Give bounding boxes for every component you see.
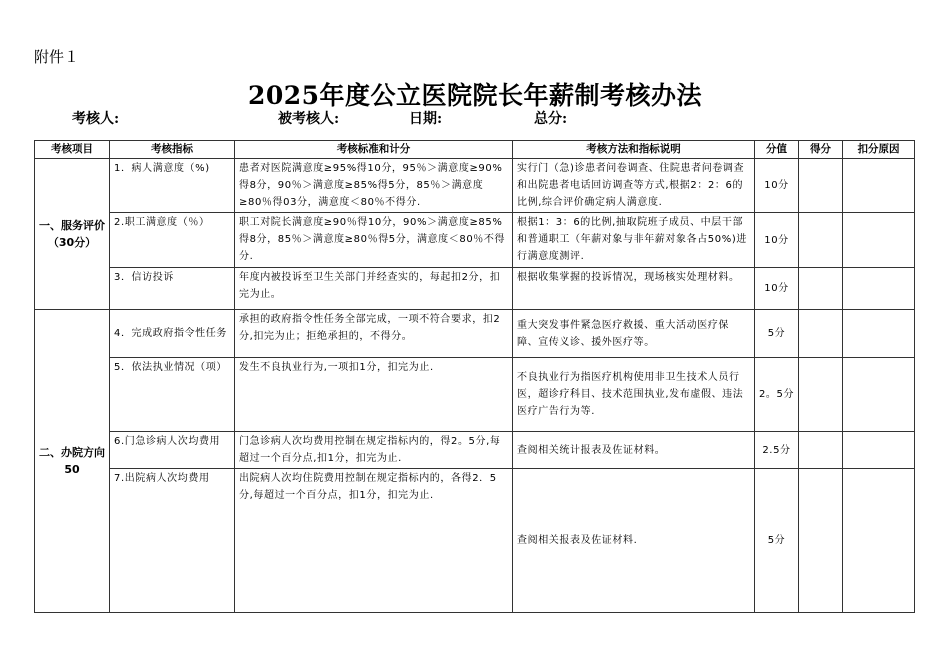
- deduction-reason-cell[interactable]: [843, 432, 915, 469]
- indicator-cell: 6.门急诊病人次均费用: [110, 432, 235, 469]
- column-header: 考核指标: [110, 141, 235, 159]
- assessor-label: 考核人:: [72, 111, 120, 127]
- assessment-table: [34, 140, 915, 613]
- earned-score-cell[interactable]: [799, 159, 843, 213]
- standard-cell: 出院病人次均住院费用控制在规定指标内的，各得2．5分,每超过一个百分点，扣1分，扣完为止.: [235, 469, 513, 613]
- method-cell: 查阅相关报表及佐证材料.: [513, 469, 755, 613]
- deduction-reason-cell[interactable]: [843, 268, 915, 310]
- assessee-label: 被考核人:: [278, 111, 340, 127]
- column-header: 扣分原因: [843, 141, 915, 159]
- table-row: [35, 310, 915, 358]
- method-cell: 不良执业行为指医疗机构使用非卫生技术人员行医，超诊疗科目、技术范围执业,发布虚假、违法医疗广告行为等.: [513, 358, 755, 432]
- earned-score-cell[interactable]: [799, 432, 843, 469]
- score-cell: 5分: [755, 469, 799, 613]
- column-header: 考核标准和计分: [235, 141, 513, 159]
- group-cell: 一、服务评价（30分）: [35, 159, 110, 310]
- earned-score-cell[interactable]: [799, 213, 843, 268]
- indicator-cell: 5．依法执业情况（项）: [110, 358, 235, 432]
- indicator-cell: 3．信访投诉: [110, 268, 235, 310]
- standard-cell: 承担的政府指令性任务全部完成，一项不符合要求，扣2分,扣完为止；拒绝承担的，不得分。: [235, 310, 513, 358]
- date-label: 日期:: [409, 111, 443, 127]
- score-cell: 2.5分: [755, 432, 799, 469]
- score-cell: 10分: [755, 268, 799, 310]
- score-cell: 10分: [755, 159, 799, 213]
- method-cell: 查阅相关统计报表及佐证材料。: [513, 432, 755, 469]
- attachment-label: 附件１: [34, 48, 80, 66]
- table-row: [35, 358, 915, 432]
- method-cell: 实行门（急)诊患者问卷调查、住院患者问卷调查和出院患者电话回访调查等方式,根据2：2：6的比例,综合评价确定病人满意度.: [513, 159, 755, 213]
- column-header: 得分: [799, 141, 843, 159]
- column-header: 考核项目: [35, 141, 110, 159]
- table-row: [35, 469, 915, 613]
- method-cell: 根据收集掌握的投诉情况，现场核实处理材料。: [513, 268, 755, 310]
- method-cell: 根据1：3：6的比例,抽取院班子成员、中层干部和普通职工（年薪对象与非年薪对象各占50%)进行满意度测评.: [513, 213, 755, 268]
- deduction-reason-cell[interactable]: [843, 213, 915, 268]
- standard-cell: 患者对医院满意度≥95%得10分，95％＞满意度≥90%得8分，90％＞满意度≥85%得5分，85％＞满意度≥80％得03分，满意度＜80％不得分.: [235, 159, 513, 213]
- standard-cell: 门急诊病人次均费用控制在规定指标内的，得2。5分,每超过一个百分点,扣1分，扣完为止.: [235, 432, 513, 469]
- table-row: [35, 159, 915, 213]
- deduction-reason-cell[interactable]: [843, 310, 915, 358]
- indicator-cell: 4．完成政府指令性任务: [110, 310, 235, 358]
- standard-cell: 发生不良执业行为,一项扣1分，扣完为止.: [235, 358, 513, 432]
- table-row: [35, 213, 915, 268]
- standard-cell: 年度内被投诉至卫生关部门并经查实的，每起扣2分，扣完为止。: [235, 268, 513, 310]
- group-cell: 二、办院方向50: [35, 310, 110, 613]
- standard-cell: 职工对院长满意度≥90％得10分，90%＞满意度≥85%得8分，85％＞满意度≥80％得5分，满意度＜80％不得分.: [235, 213, 513, 268]
- column-header: 考核方法和指标说明: [513, 141, 755, 159]
- total-score-label: 总分:: [534, 111, 568, 127]
- column-header: 分值: [755, 141, 799, 159]
- indicator-cell: 2.职工满意度（％）: [110, 213, 235, 268]
- method-cell: 重大突发事件紧急医疗救援、重大活动医疗保障、宣传义诊、援外医疗等。: [513, 310, 755, 358]
- deduction-reason-cell[interactable]: [843, 469, 915, 613]
- earned-score-cell[interactable]: [799, 310, 843, 358]
- earned-score-cell[interactable]: [799, 268, 843, 310]
- indicator-cell: 1．病人满意度（%): [110, 159, 235, 213]
- table-row: [35, 268, 915, 310]
- document-title: 2025年度公立医院院长年薪制考核办法: [247, 81, 703, 110]
- table-header-row: [35, 141, 915, 159]
- deduction-reason-cell[interactable]: [843, 159, 915, 213]
- score-cell: 5分: [755, 310, 799, 358]
- score-cell: 10分: [755, 213, 799, 268]
- deduction-reason-cell[interactable]: [843, 358, 915, 432]
- earned-score-cell[interactable]: [799, 469, 843, 613]
- score-cell: 2。5分: [755, 358, 799, 432]
- table-row: [35, 432, 915, 469]
- earned-score-cell[interactable]: [799, 358, 843, 432]
- indicator-cell: 7.出院病人次均费用: [110, 469, 235, 613]
